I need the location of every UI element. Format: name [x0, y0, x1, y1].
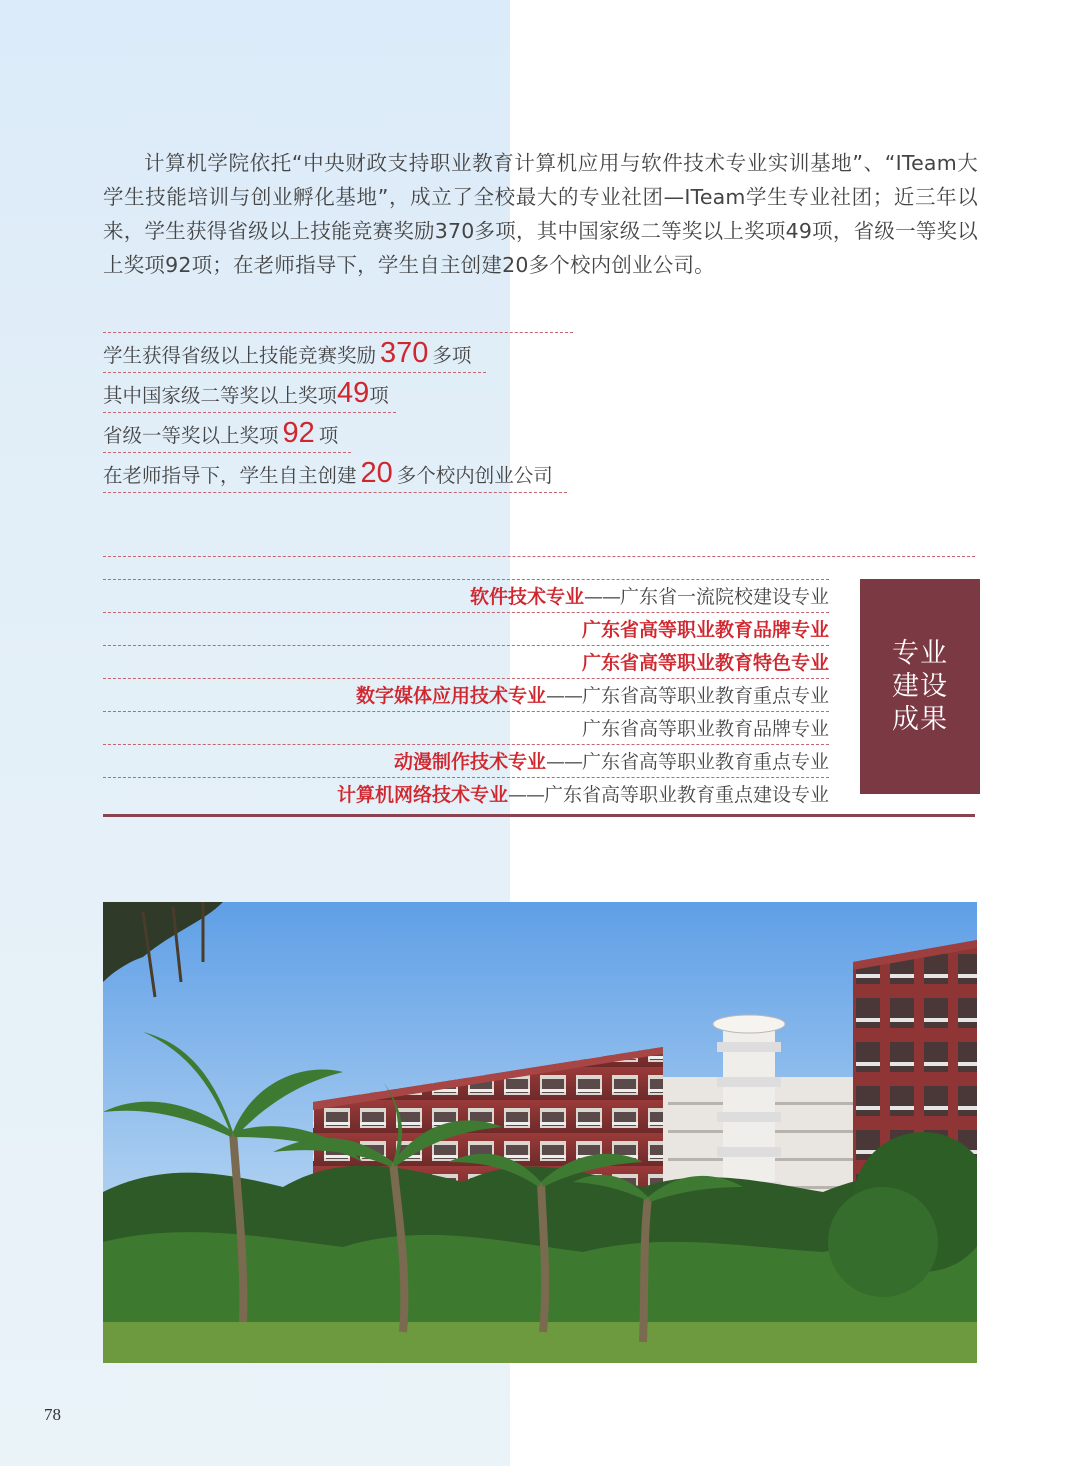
dash: ——	[545, 685, 582, 707]
block-title-line: 建设	[892, 671, 948, 702]
achievements-title-block	[860, 579, 980, 794]
stat-text: 在老师指导下，学生自主创建	[103, 464, 357, 487]
campus-building-photo	[103, 902, 977, 1363]
major-name: 广东省高等职业教育特色专业	[581, 652, 829, 674]
section-divider	[103, 814, 975, 817]
stat-number: 49	[337, 377, 370, 409]
dash: ——	[545, 751, 582, 773]
achievement-row	[103, 778, 829, 810]
achievement-row	[103, 712, 829, 745]
achievement-desc: 广东省高等职业教育重点建设专业	[543, 784, 829, 806]
achievement-row	[103, 580, 829, 613]
stat-number: 92	[282, 417, 315, 449]
achievement-row	[103, 646, 829, 679]
stats-list	[103, 332, 573, 493]
dash: ——	[583, 586, 620, 608]
major-name: 数字媒体应用技术专业	[355, 685, 546, 707]
achievement-row	[103, 679, 829, 712]
stat-text: 多个校内创业公司	[396, 464, 553, 487]
major-name: 动漫制作技术专业	[393, 751, 546, 773]
achievement-desc: 广东省高等职业教育品牌专业	[581, 718, 829, 740]
stat-row	[103, 333, 486, 373]
dash: ——	[507, 784, 544, 806]
major-name: 广东省高等职业教育品牌专业	[581, 619, 829, 641]
achievement-desc: 广东省高等职业教育重点专业	[581, 751, 829, 773]
stat-text: 项	[318, 424, 339, 447]
intro-paragraph: 计算机学院依托“中央财政支持职业教育计算机应用与软件技术专业实训基地”、“ITeam大学生技能培训与创业孵化基地”，成立了全校最大的专业社团—ITeam学生专业社团；近三年以来，学生获得省级以上技能竞赛奖励370多项，其中国家级二等奖以上奖项49项，省级一等奖以上奖项92项；在老师指导下，学生自主创建20多个校内创业公司。	[103, 151, 978, 277]
major-name: 计算机网络技术专业	[336, 784, 508, 806]
stat-row	[103, 453, 567, 493]
stat-text: 学生获得省级以上技能竞赛奖励	[103, 344, 377, 367]
achievement-row	[103, 745, 829, 778]
page-number: 78	[44, 1405, 61, 1424]
achievements-list	[103, 579, 829, 810]
stat-text: 省级一等奖以上奖项	[103, 424, 279, 447]
achievement-row	[103, 613, 829, 646]
achievement-desc: 广东省一流院校建设专业	[619, 586, 829, 608]
stat-row	[103, 413, 351, 453]
stat-number: 370	[380, 337, 429, 369]
stat-text: 多项	[432, 344, 472, 367]
stat-row	[103, 373, 396, 413]
block-title-line: 成果	[892, 704, 948, 735]
achievements-section	[103, 556, 975, 806]
stat-text: 项	[369, 384, 389, 407]
block-title-line: 专业	[892, 638, 948, 669]
achievement-desc: 广东省高等职业教育重点专业	[581, 685, 829, 707]
stat-number: 20	[360, 457, 393, 489]
stat-text: 其中国家级二等奖以上奖项	[103, 384, 338, 407]
major-name: 软件技术专业	[469, 586, 584, 608]
